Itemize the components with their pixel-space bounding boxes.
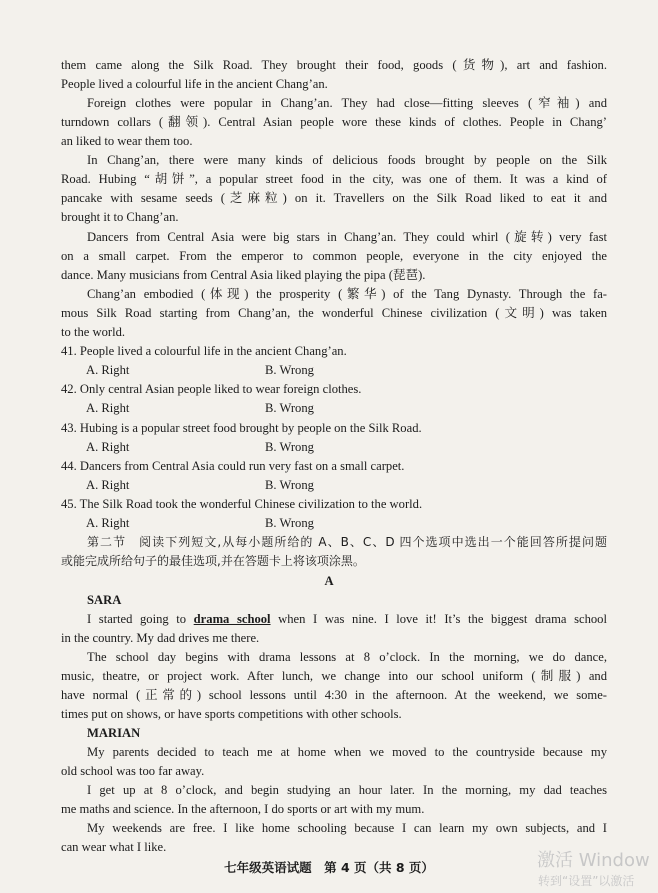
- text-line: The school day begins with drama lessons at 8 o’clock. In the morning, we do dance,: [87, 650, 607, 664]
- text-line: an liked to wear them too.: [61, 134, 193, 148]
- sara-paragraph-2: [61, 648, 607, 724]
- passage-paragraph-2: [61, 151, 607, 227]
- text-line: music, theatre, or project work. After lunch, we change into our school uniform (制服) and: [61, 669, 607, 683]
- option-b[interactable]: B. Wrong: [265, 516, 314, 530]
- text-line: Foreign clothes were popular in Chang’an. They had close—fitting sleeves (窄袖) and: [87, 96, 607, 110]
- marian-heading: MARIAN: [87, 726, 141, 740]
- activation-watermark-title: 激活 Window: [537, 850, 650, 871]
- text-line: pancake with sesame seeds (芝麻粒) on it. Travellers on the Silk Road liked to eat it and: [61, 191, 607, 205]
- instruction-line: 第二节 阅读下列短文,从每小题所给的 A、B、C、D 四个选项中选出一个能回答所提问题: [87, 535, 607, 549]
- instruction-line: 或能完成所给句子的最佳选项,并在答题卡上将该项涂黑。: [61, 554, 365, 568]
- drama-school-term: drama school: [193, 612, 271, 626]
- text-line: People lived a colourful life in the ancient Chang’an.: [61, 77, 328, 91]
- text-line: old school was too far away.: [61, 764, 205, 778]
- text-line: can wear what I like.: [61, 840, 167, 854]
- text-line: times put on shows, or have sports competitions with other schools.: [61, 707, 402, 721]
- question-stem: 43. Hubing is a popular street food brought by people on the Silk Road.: [61, 421, 422, 435]
- text-line: Road. Hubing “胡饼”, a popular street food in the city, was one of them. It was a kind of: [61, 172, 607, 186]
- text-line: brought it to Chang’an.: [61, 210, 179, 224]
- passage-paragraph-1: [61, 94, 607, 151]
- section-2-instructions: [61, 533, 607, 571]
- option-b[interactable]: B. Wrong: [265, 401, 314, 415]
- marian-paragraph-1: [61, 743, 607, 781]
- text-line: mous Silk Road starting from Chang’an, the wonderful Chinese civilization (文明) was taken: [61, 306, 607, 320]
- option-a[interactable]: A. Right: [86, 440, 130, 454]
- passage-paragraph-4: [61, 285, 607, 342]
- option-b[interactable]: B. Wrong: [265, 363, 314, 377]
- text-line: I started going to drama school when I was nine. I love it! It’s the biggest drama school: [87, 612, 607, 626]
- text-line: I get up at 8 o’clock, and begin studying an hour later. In the morning, my dad teaches: [87, 783, 607, 797]
- question-stem: 45. The Silk Road took the wonderful Chinese civilization to the world.: [61, 497, 423, 511]
- text-line: me maths and science. In the afternoon, I do sports or art with my mum.: [61, 802, 425, 816]
- option-b[interactable]: B. Wrong: [265, 440, 314, 454]
- option-a[interactable]: A. Right: [86, 516, 130, 530]
- text-line: In Chang’an, there were many kinds of delicious foods brought by people on the Silk: [87, 153, 607, 167]
- marian-paragraph-2: [61, 781, 607, 819]
- text-line: them came along the Silk Road. They brought their food, goods (货物), art and fashion.: [61, 58, 607, 72]
- text-line: Chang’an embodied (体现) the prosperity (繁华) of the Tang Dynasty. Through the fa-: [87, 287, 607, 301]
- question-stem: 41. People lived a colourful life in the ancient Chang’an.: [61, 344, 347, 358]
- text-line: to the world.: [61, 325, 126, 339]
- passage-paragraph-3: [61, 228, 607, 285]
- passage-paragraph-0: [61, 56, 607, 94]
- activation-watermark-subtitle: 转到“设置”以激活: [538, 874, 635, 888]
- option-a[interactable]: A. Right: [86, 478, 130, 492]
- text-line: My weekends are free. I like home schooling because I can learn my own subjects, and I: [87, 821, 607, 835]
- passage-heading: A: [324, 574, 334, 588]
- text-line: turndown collars (翻领). Central Asian people wore these kinds of clothes. People in Chang’: [61, 115, 607, 129]
- page-footer: 七年级英语试题 第 4 页（共 8 页）: [224, 860, 434, 875]
- option-b[interactable]: B. Wrong: [265, 478, 314, 492]
- text-line: My parents decided to teach me at home when we moved to the countryside because my: [87, 745, 607, 759]
- text-line: on a small carpet. From the emperor to common people, everyone in the city enjoyed the: [61, 249, 607, 263]
- sara-paragraph-1: [61, 610, 607, 648]
- question-stem: 42. Only central Asian people liked to wear foreign clothes.: [61, 382, 362, 396]
- text-line: in the country. My dad drives me there.: [61, 631, 260, 645]
- sara-heading: SARA: [87, 593, 122, 607]
- text-line: have normal (正常的) school lessons until 4:30 in the afternoon. At the weekend, we some-: [61, 688, 607, 702]
- marian-paragraph-3: [61, 819, 607, 857]
- question-stem: 44. Dancers from Central Asia could run very fast on a small carpet.: [61, 459, 405, 473]
- option-a[interactable]: A. Right: [86, 363, 130, 377]
- option-a[interactable]: A. Right: [86, 401, 130, 415]
- text-line: dance. Many musicians from Central Asia liked playing the pipa (琵琶).: [61, 268, 426, 282]
- text-line: Dancers from Central Asia were big stars in Chang’an. They could whirl (旋转) very fast: [87, 230, 607, 244]
